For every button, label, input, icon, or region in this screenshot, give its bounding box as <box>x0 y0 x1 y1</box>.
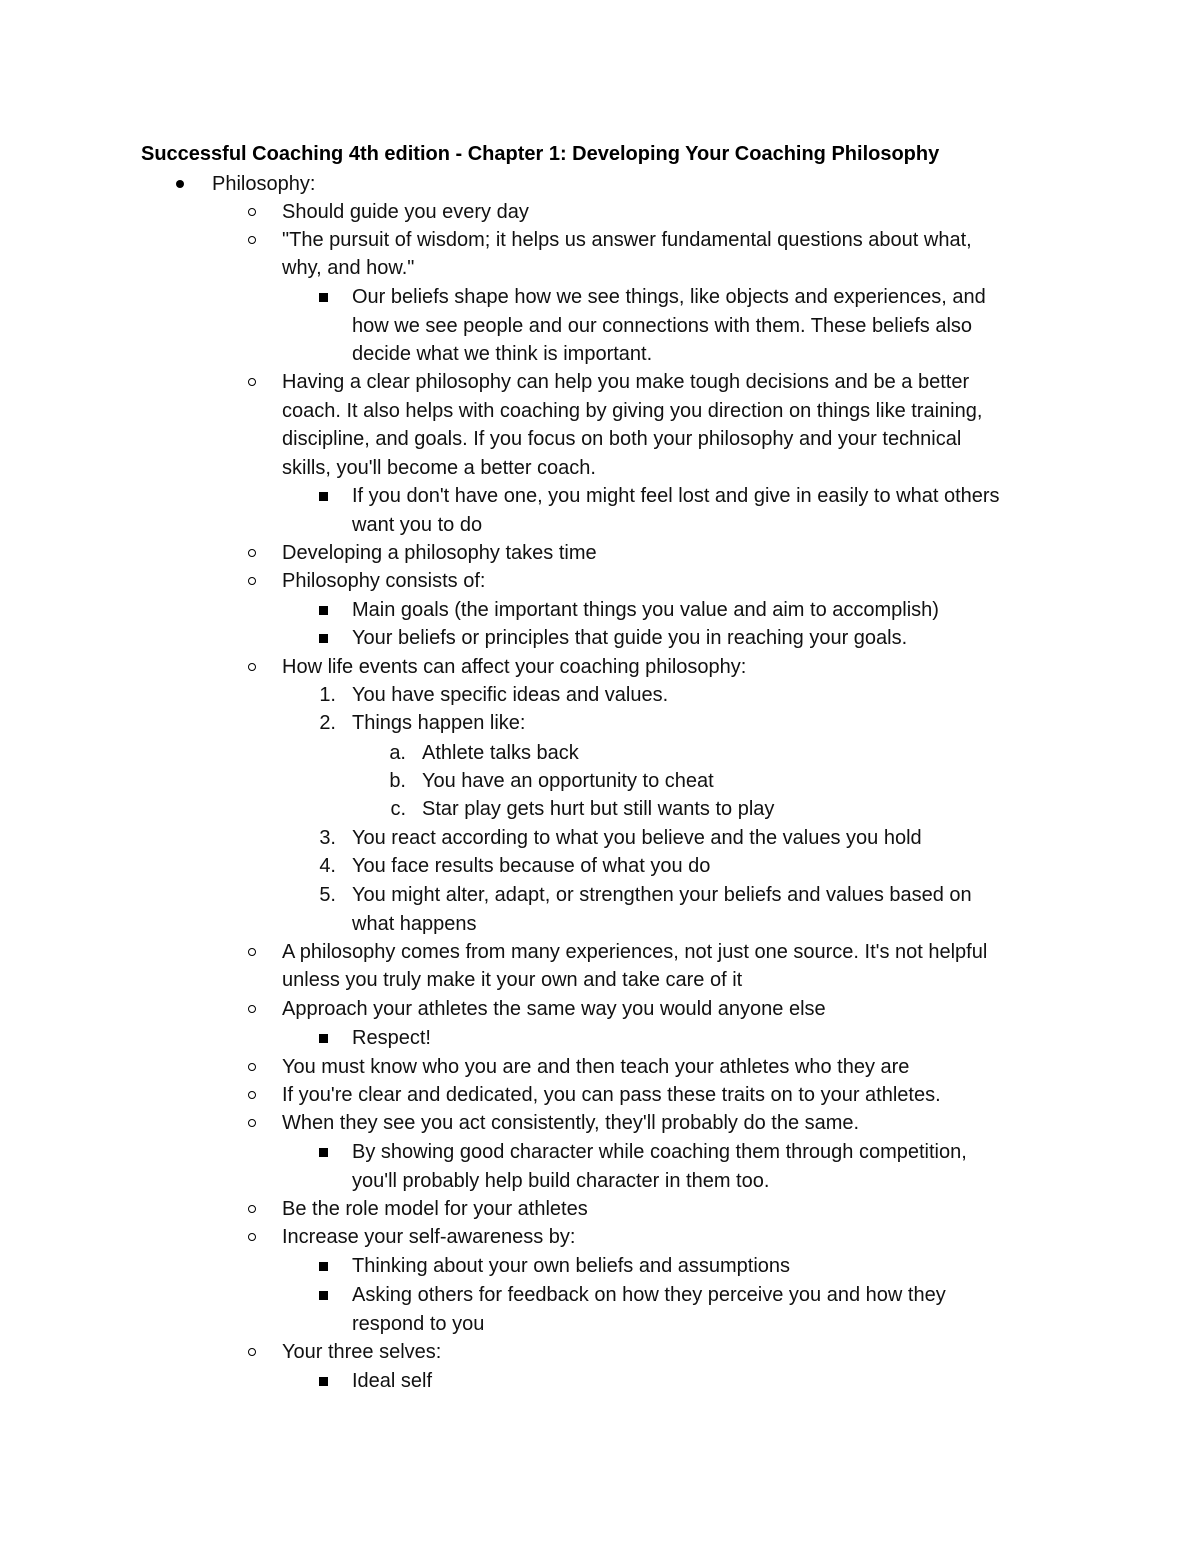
bullet-square-icon <box>319 293 328 302</box>
list-item: Our beliefs shape how we see things, like objects and experiences, and <box>352 286 986 308</box>
list-item: Star play gets hurt but still wants to play <box>422 798 775 820</box>
list-item: Your three selves: <box>282 1341 442 1363</box>
bullet-circle-icon <box>248 549 256 557</box>
list-number: 4. <box>319 855 336 877</box>
list-item: You face results because of what you do <box>352 855 711 877</box>
bullet-circle-icon <box>248 1205 256 1213</box>
list-item: Philosophy consists of: <box>282 570 486 592</box>
list-item: You might alter, adapt, or strengthen your beliefs and values based on <box>352 884 972 906</box>
list-item-continuation: why, and how." <box>282 257 415 279</box>
bullet-square-icon <box>319 634 328 643</box>
list-letter: a. <box>389 742 406 764</box>
list-item-continuation: you'll probably help build character in them too. <box>352 1170 770 1192</box>
list-item: You must know who you are and then teach your athletes who they are <box>282 1056 910 1078</box>
list-letter: c. <box>390 798 406 820</box>
list-item: When they see you act consistently, they'll probably do the same. <box>282 1112 860 1134</box>
list-item: Ideal self <box>352 1370 433 1392</box>
list-item: You have an opportunity to cheat <box>422 770 714 792</box>
bullet-square-icon <box>319 1148 328 1157</box>
bullet-square-icon <box>319 606 328 615</box>
list-item-continuation: want you to do <box>352 514 483 536</box>
list-item: Increase your self-awareness by: <box>282 1226 576 1248</box>
list-item: Be the role model for your athletes <box>282 1198 588 1220</box>
list-item: Respect! <box>352 1027 431 1049</box>
list-item-continuation: unless you truly make it your own and take care of it <box>282 969 743 991</box>
list-item: Should guide you every day <box>282 201 529 223</box>
list-number: 1. <box>319 684 336 706</box>
list-item: Approach your athletes the same way you would anyone else <box>282 998 826 1020</box>
list-item-continuation: respond to you <box>352 1313 485 1335</box>
list-letter: b. <box>389 770 406 792</box>
bullet-circle-icon <box>248 1005 256 1013</box>
bullet-circle-icon <box>248 1233 256 1241</box>
bullet-circle-icon <box>248 208 256 216</box>
list-item: You react according to what you believe and the values you hold <box>352 827 922 849</box>
list-item: Things happen like: <box>352 712 526 734</box>
bullet-circle-icon <box>248 1348 256 1356</box>
document-title: Successful Coaching 4th edition - Chapter 1: Developing Your Coaching Philosophy <box>141 143 940 165</box>
bullet-circle-icon <box>248 1063 256 1071</box>
list-item: Philosophy: <box>212 173 316 195</box>
bullet-square-icon <box>319 492 328 501</box>
list-number: 5. <box>319 884 336 906</box>
list-item: Your beliefs or principles that guide you in reaching your goals. <box>352 627 908 649</box>
bullet-circle-icon <box>248 948 256 956</box>
list-item: How life events can affect your coaching philosophy: <box>282 656 747 678</box>
list-number: 2. <box>319 712 336 734</box>
bullet-square-icon <box>319 1034 328 1043</box>
list-item: "The pursuit of wisdom; it helps us answer fundamental questions about what, <box>282 229 972 251</box>
list-item: Athlete talks back <box>422 742 579 764</box>
bullet-circle-icon <box>248 577 256 585</box>
bullet-square-icon <box>319 1291 328 1300</box>
list-item: Developing a philosophy takes time <box>282 542 597 564</box>
bullet-circle-icon <box>248 1119 256 1127</box>
list-item: A philosophy comes from many experiences, not just one source. It's not helpful <box>282 941 988 963</box>
list-item-continuation: discipline, and goals. If you focus on both your philosophy and your technical <box>282 428 962 450</box>
list-item: Having a clear philosophy can help you make tough decisions and be a better <box>282 371 970 393</box>
list-item-continuation: skills, you'll become a better coach. <box>282 457 596 479</box>
list-item-continuation: what happens <box>352 913 477 935</box>
bullet-circle-icon <box>248 378 256 386</box>
bullet-circle-icon <box>248 236 256 244</box>
bullet-disc-icon <box>176 180 184 188</box>
bullet-square-icon <box>319 1262 328 1271</box>
list-item-continuation: how we see people and our connections with them. These beliefs also <box>352 315 973 337</box>
list-item-continuation: decide what we think is important. <box>352 343 653 365</box>
list-number: 3. <box>319 827 336 849</box>
bullet-circle-icon <box>248 663 256 671</box>
list-item: Asking others for feedback on how they perceive you and how they <box>352 1284 946 1306</box>
list-item: If you're clear and dedicated, you can pass these traits on to your athletes. <box>282 1084 941 1106</box>
bullet-square-icon <box>319 1377 328 1386</box>
list-item: Thinking about your own beliefs and assumptions <box>352 1255 791 1277</box>
list-item-continuation: coach. It also helps with coaching by giving you direction on things like training, <box>282 400 983 422</box>
list-item: By showing good character while coaching them through competition, <box>352 1141 967 1163</box>
list-item: If you don't have one, you might feel lost and give in easily to what others <box>352 485 1000 507</box>
bullet-circle-icon <box>248 1091 256 1099</box>
list-item: You have specific ideas and values. <box>352 684 669 706</box>
list-item: Main goals (the important things you value and aim to accomplish) <box>352 599 939 621</box>
